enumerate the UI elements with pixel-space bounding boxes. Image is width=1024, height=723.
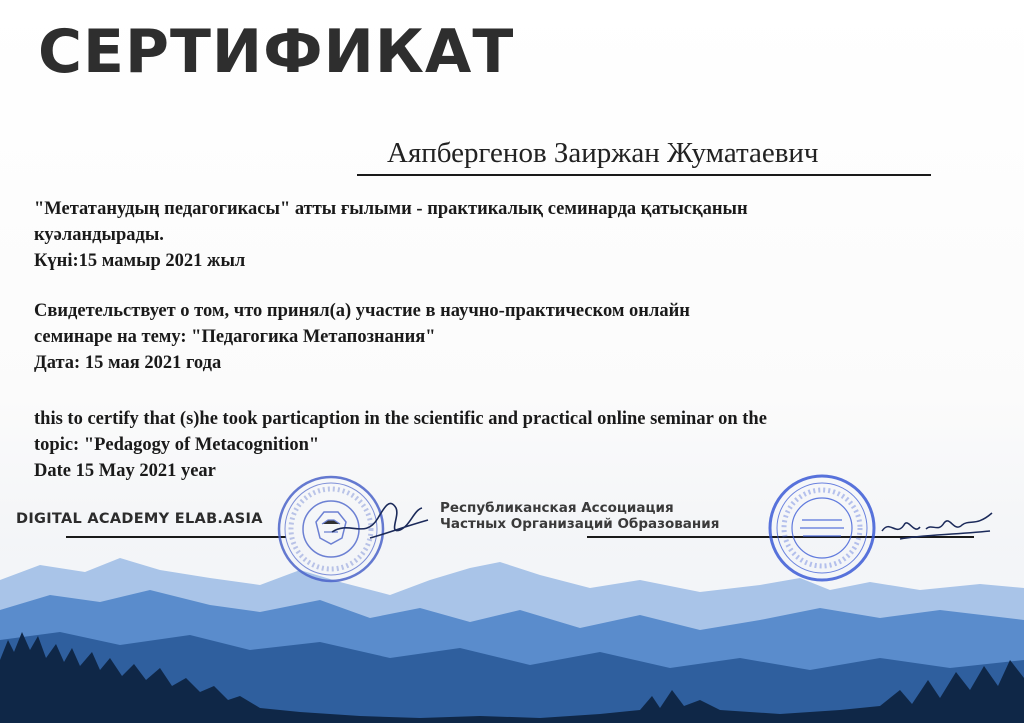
kazakh-text-block <box>34 196 914 274</box>
right-stamp-seal <box>767 472 877 584</box>
russian-text-block <box>34 298 834 376</box>
right-organization-name <box>440 500 719 532</box>
english-line-2: topic: "Pedagogy of Metacognition" <box>34 435 320 455</box>
russian-line-2: семинаре на тему: "Педагогика Метапознания" <box>34 327 436 347</box>
english-date: Date 15 May 2021 year <box>34 461 216 481</box>
kazakh-line-2: куәландырады. <box>34 225 164 245</box>
certificate-title: СЕРТИФИКАТ <box>38 17 515 87</box>
recipient-name: Аяпбергенов Заиржан Жуматаевич <box>387 137 819 169</box>
russian-line-1: Свидетельствует о том, что принял(а) участие в научно-практическом онлайн <box>34 301 690 321</box>
left-signature <box>330 490 430 550</box>
left-signature-line <box>66 536 286 538</box>
recipient-name-line <box>357 134 931 176</box>
kazakh-date: Күні:15 мамыр 2021 жыл <box>34 251 246 271</box>
right-organization-line-1: Республиканская Ассоциация <box>440 500 674 516</box>
right-organization-line-2: Частных Организаций Образования <box>440 516 720 532</box>
russian-date: Дата: 15 мая 2021 года <box>34 353 222 373</box>
english-line-1: this to certify that (s)he took particaption in the scientific and practical online seminar on the <box>34 409 767 429</box>
right-signature <box>880 505 995 545</box>
kazakh-line-1: "Метатанудың педагогикасы" атты ғылыми - практикалық семинарда қатысқанын <box>34 199 748 219</box>
left-organization-name: DIGITAL ACADEMY ELAB.ASIA <box>16 511 263 527</box>
